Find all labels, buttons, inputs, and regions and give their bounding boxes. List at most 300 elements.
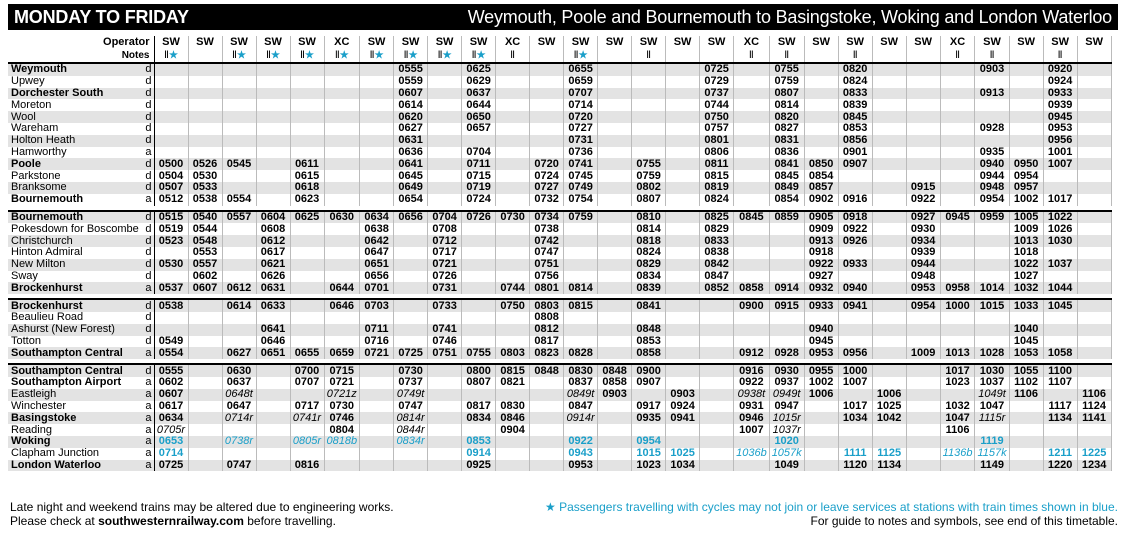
train-time: 0817 (530, 336, 564, 348)
train-time (324, 336, 360, 348)
train-time (734, 76, 770, 88)
train-time (462, 282, 496, 294)
train-time: 1015r (769, 412, 804, 424)
train-time (360, 436, 394, 448)
train-time (734, 460, 770, 472)
train-time (360, 158, 394, 170)
train-time (154, 135, 188, 147)
station-name: Basingstoke (8, 412, 142, 424)
train-time: 0719 (462, 182, 496, 194)
train-time: 0530 (188, 170, 222, 182)
train-time: 0617 (154, 401, 188, 413)
train-time: 1220 (1043, 460, 1077, 472)
train-time: 0654 (394, 194, 428, 206)
train-time (804, 436, 838, 448)
station-row (8, 194, 1111, 206)
station-name: Hinton Admiral (11, 246, 83, 259)
train-time: 0941 (838, 299, 872, 312)
train-time: 0853 (462, 436, 496, 448)
train-time: 0625 (462, 63, 496, 76)
train-time (906, 158, 940, 170)
arr-dep-flag: a (142, 377, 154, 389)
train-time (598, 194, 632, 206)
train-time (598, 347, 632, 359)
train-time (256, 412, 290, 424)
service-note: Ⅱ (838, 49, 872, 63)
train-time: 0818b (324, 436, 360, 448)
train-time (666, 88, 700, 100)
train-time: 0553 (188, 247, 222, 259)
train-time: 0745 (564, 170, 598, 182)
train-time (598, 336, 632, 348)
train-time (188, 364, 222, 377)
train-time: 0721 (428, 259, 462, 271)
train-time (734, 259, 770, 271)
train-time (598, 412, 632, 424)
train-time (290, 99, 324, 111)
train-time: 0631 (256, 282, 290, 294)
train-time: 0607 (188, 282, 222, 294)
train-time (188, 88, 222, 100)
train-time (188, 336, 222, 348)
service-note (530, 49, 564, 63)
train-time: 1115r (975, 412, 1009, 424)
train-time (222, 424, 256, 436)
train-time (564, 324, 598, 336)
train-time: 0915 (769, 299, 804, 312)
train-time (154, 111, 188, 123)
train-time (324, 182, 360, 194)
train-time (872, 88, 906, 100)
train-time (530, 389, 564, 401)
train-time (564, 336, 598, 348)
train-time (394, 271, 428, 283)
train-time: 0937 (769, 377, 804, 389)
train-time: 0500 (154, 158, 188, 170)
days-label: MONDAY TO FRIDAY (14, 6, 189, 27)
train-time (530, 123, 564, 135)
train-time: 0824 (700, 194, 734, 206)
train-time (734, 235, 770, 247)
train-time: 0927 (906, 211, 940, 224)
arr-dep-flag: a (142, 147, 154, 159)
train-time: 0618 (290, 182, 324, 194)
station-name: Beaulieu Road (11, 311, 84, 324)
train-time: 0852 (700, 282, 734, 294)
train-time (462, 135, 496, 147)
train-time: 0642 (360, 235, 394, 247)
train-time: 0812 (530, 324, 564, 336)
train-time: 0853 (632, 336, 666, 348)
train-time: 0749t (394, 389, 428, 401)
train-time: 0918 (804, 247, 838, 259)
service-note (700, 49, 734, 63)
train-time (222, 182, 256, 194)
station-name: Wool (8, 111, 142, 123)
train-time (632, 76, 666, 88)
train-time: 0909 (804, 223, 838, 235)
train-time: 0725 (700, 63, 734, 76)
train-time (360, 312, 394, 324)
train-time: 0730 (394, 364, 428, 377)
train-time: 0807 (462, 377, 496, 389)
train-time (360, 135, 394, 147)
train-time (1077, 135, 1111, 147)
train-time: 0958 (940, 282, 975, 294)
train-time: 0736 (564, 147, 598, 159)
train-time (632, 88, 666, 100)
train-time (290, 147, 324, 159)
train-time: 0836 (769, 147, 804, 159)
train-time (666, 63, 700, 76)
train-time: 0738 (530, 223, 564, 235)
train-time: 0953 (906, 282, 940, 294)
train-time (838, 170, 872, 182)
arr-dep-flag: d (142, 88, 154, 100)
train-time: 0727 (530, 182, 564, 194)
arr-dep-flag: d (142, 99, 154, 111)
train-time: 0825 (700, 211, 734, 224)
train-time (290, 271, 324, 283)
train-time (872, 299, 906, 312)
station-name: Totton (11, 335, 41, 347)
train-time (462, 271, 496, 283)
operator-code: SW (462, 36, 496, 49)
train-time (598, 99, 632, 111)
train-time: 0903 (598, 389, 632, 401)
train-time (872, 324, 906, 336)
train-time: 0557 (188, 259, 222, 271)
train-time: 0823 (530, 347, 564, 359)
train-time: 0707 (564, 88, 598, 100)
train-time (1009, 123, 1043, 135)
train-time: 0953 (804, 347, 838, 359)
train-time (530, 76, 564, 88)
train-time (1043, 170, 1077, 182)
check-note: Please check at southwesternrailway.com before travelling. (10, 514, 336, 528)
operator-code: SW (838, 36, 872, 49)
train-time: 1047 (975, 401, 1009, 413)
train-time: 0934 (906, 235, 940, 247)
train-time (804, 123, 838, 135)
train-time: 0914 (462, 448, 496, 460)
train-time (906, 76, 940, 88)
train-time (324, 271, 360, 283)
train-time (360, 147, 394, 159)
train-time (700, 401, 734, 413)
train-time (360, 170, 394, 182)
train-time (906, 111, 940, 123)
train-time: 0731 (428, 282, 462, 294)
train-time: 1134 (1043, 412, 1077, 424)
train-time (666, 312, 700, 324)
station-row (8, 63, 1111, 76)
train-time (940, 135, 975, 147)
train-time (906, 436, 940, 448)
service-note: Ⅱ★ (394, 49, 428, 63)
station-row (8, 235, 1111, 247)
train-time: 0626 (256, 271, 290, 283)
train-time: 0607 (394, 88, 428, 100)
train-time (838, 436, 872, 448)
train-time: 1053 (1009, 347, 1043, 359)
train-time: 0747 (222, 460, 256, 472)
train-time: 0954 (975, 194, 1009, 206)
train-time: 0704 (428, 211, 462, 224)
train-time (1077, 259, 1111, 271)
train-time (428, 436, 462, 448)
train-time: 0807 (632, 194, 666, 206)
train-time: 0656 (360, 271, 394, 283)
train-time: 0533 (188, 182, 222, 194)
train-time: 1025 (872, 401, 906, 413)
station-name: Upwey (11, 75, 45, 88)
train-time: 0956 (1043, 135, 1077, 147)
train-time: 0637 (462, 88, 496, 100)
train-time (188, 389, 222, 401)
train-time: 0726 (428, 271, 462, 283)
train-time: 0548 (188, 235, 222, 247)
train-time (632, 147, 666, 159)
cycle-star-icon: ★ (168, 49, 178, 61)
train-time: 0900 (632, 364, 666, 377)
train-time: 1106 (940, 424, 975, 436)
train-time (290, 424, 324, 436)
train-time: 1049 (769, 460, 804, 472)
cycle-star-icon: ★ (374, 49, 384, 61)
train-time: 0648t (222, 389, 256, 401)
operator-code: SW (632, 36, 666, 49)
train-time (1043, 436, 1077, 448)
train-time (360, 412, 394, 424)
train-time (530, 412, 564, 424)
train-time (324, 99, 360, 111)
train-time: 1120 (838, 460, 872, 472)
train-time (940, 436, 975, 448)
train-time (290, 123, 324, 135)
train-time: 0932 (804, 282, 838, 294)
train-time (666, 135, 700, 147)
train-time: 0819 (700, 182, 734, 194)
cycle-star-icon: ★ (408, 49, 418, 61)
train-time (1043, 247, 1077, 259)
train-time (462, 389, 496, 401)
train-time: 0854 (804, 170, 838, 182)
service-note (906, 49, 940, 63)
train-time: 1000 (940, 299, 975, 312)
train-time: 0641 (256, 324, 290, 336)
train-time (1077, 235, 1111, 247)
train-time (1043, 336, 1077, 348)
train-time: 0815 (496, 364, 530, 377)
train-time (564, 271, 598, 283)
train-time: 0715 (462, 170, 496, 182)
cycle-star-icon: ★ (578, 49, 588, 61)
train-time (975, 247, 1009, 259)
train-time (496, 436, 530, 448)
train-time (975, 99, 1009, 111)
station-row (8, 223, 1111, 235)
train-time (666, 76, 700, 88)
train-time: 0839 (632, 282, 666, 294)
train-time: 1225 (1077, 448, 1111, 460)
website-link[interactable]: southwesternrailway.com (98, 514, 244, 528)
train-time (906, 448, 940, 460)
train-time (598, 424, 632, 436)
train-time (975, 271, 1009, 283)
train-time (394, 235, 428, 247)
train-time (1077, 247, 1111, 259)
station-name: New Milton (8, 259, 142, 271)
train-time (769, 324, 804, 336)
train-time: 0945 (804, 336, 838, 348)
train-time (1043, 271, 1077, 283)
train-time (1077, 223, 1111, 235)
train-time (496, 336, 530, 348)
train-time: 1157k (975, 448, 1009, 460)
train-time: 1134 (872, 460, 906, 472)
station-name: Woking (8, 436, 142, 448)
train-time: 0933 (1043, 88, 1077, 100)
train-time: 0900 (734, 299, 770, 312)
train-time (734, 88, 770, 100)
train-time (324, 194, 360, 206)
train-time (906, 88, 940, 100)
train-time (838, 389, 872, 401)
station-name: Pokesdown for Boscombe (11, 223, 139, 235)
station-name: Branksome (8, 182, 142, 194)
train-time: 0947 (769, 401, 804, 413)
train-time (462, 235, 496, 247)
train-time (154, 76, 188, 88)
train-time (394, 282, 428, 294)
train-time: 1047 (940, 412, 975, 424)
train-time: 0617 (256, 247, 290, 259)
station-row (8, 389, 1111, 401)
station-row (8, 312, 1111, 324)
train-time: 0620 (394, 111, 428, 123)
station-name: Holton Heath (8, 135, 142, 147)
station-row (8, 88, 1111, 100)
train-time: 1111 (838, 448, 872, 460)
arr-dep-flag: d (142, 76, 154, 88)
train-time: 0633 (256, 299, 290, 312)
arr-dep-flag: d (142, 63, 154, 76)
train-time (428, 194, 462, 206)
operator-code: SW (598, 36, 632, 49)
train-time (154, 63, 188, 76)
train-time: 0834r (394, 436, 428, 448)
train-time: 0944 (906, 259, 940, 271)
train-time (666, 299, 700, 312)
train-time: 0916 (734, 364, 770, 377)
train-time (940, 76, 975, 88)
train-time: 0755 (632, 158, 666, 170)
train-time: 0918 (838, 211, 872, 224)
train-time (428, 424, 462, 436)
train-time (324, 223, 360, 235)
train-time: 0837 (564, 377, 598, 389)
train-time: 0939 (1043, 99, 1077, 111)
train-time (1077, 147, 1111, 159)
train-time (769, 247, 804, 259)
station-name: Poole (8, 158, 142, 170)
train-time (530, 424, 564, 436)
train-time: 0841 (632, 299, 666, 312)
train-time: 0742 (530, 235, 564, 247)
operator-code: SW (256, 36, 290, 49)
train-time: 0627 (222, 347, 256, 359)
service-note: Ⅱ (496, 49, 530, 63)
train-time (700, 436, 734, 448)
train-time: 0833 (700, 235, 734, 247)
train-time (324, 158, 360, 170)
train-time (975, 223, 1009, 235)
train-time (1009, 448, 1043, 460)
train-time (598, 401, 632, 413)
train-time (324, 235, 360, 247)
train-time: 0630 (324, 211, 360, 224)
train-time (564, 424, 598, 436)
notes-label: Notes (8, 49, 154, 63)
train-time (1077, 336, 1111, 348)
train-time: 0800 (462, 364, 496, 377)
train-time: 0747 (394, 401, 428, 413)
train-time (1077, 182, 1111, 194)
operator-code: SW (564, 36, 598, 49)
train-time (188, 448, 222, 460)
train-time: 1002 (804, 377, 838, 389)
station-row (8, 158, 1111, 170)
train-time (290, 111, 324, 123)
train-time: 1141 (1077, 412, 1111, 424)
train-time (666, 123, 700, 135)
train-time: 0504 (154, 170, 188, 182)
train-time: 0701 (360, 282, 394, 294)
train-time (188, 347, 222, 359)
cycle-star-icon: ★ (442, 49, 452, 61)
train-time (700, 377, 734, 389)
train-time (804, 135, 838, 147)
train-time (462, 299, 496, 312)
train-time (666, 147, 700, 159)
train-time: 0814r (394, 412, 428, 424)
engineering-note: Late night and weekend trains may be altered due to engineering works. (10, 500, 394, 514)
train-time (975, 312, 1009, 324)
train-time (906, 424, 940, 436)
train-time: 1119 (975, 436, 1009, 448)
train-time (906, 401, 940, 413)
train-time: 0805r (290, 436, 324, 448)
train-time (804, 111, 838, 123)
train-time: 0849t (564, 389, 598, 401)
train-time: 0737 (394, 377, 428, 389)
train-time (564, 247, 598, 259)
train-time: 0634 (154, 412, 188, 424)
operator-code: XC (734, 36, 770, 49)
train-time: 0623 (290, 194, 324, 206)
train-time (872, 282, 906, 294)
train-time (872, 158, 906, 170)
train-time (632, 63, 666, 76)
train-time (256, 312, 290, 324)
train-time: 1022 (1043, 211, 1077, 224)
train-time (360, 76, 394, 88)
train-time (872, 312, 906, 324)
train-time (598, 324, 632, 336)
train-time (428, 88, 462, 100)
train-time (632, 99, 666, 111)
